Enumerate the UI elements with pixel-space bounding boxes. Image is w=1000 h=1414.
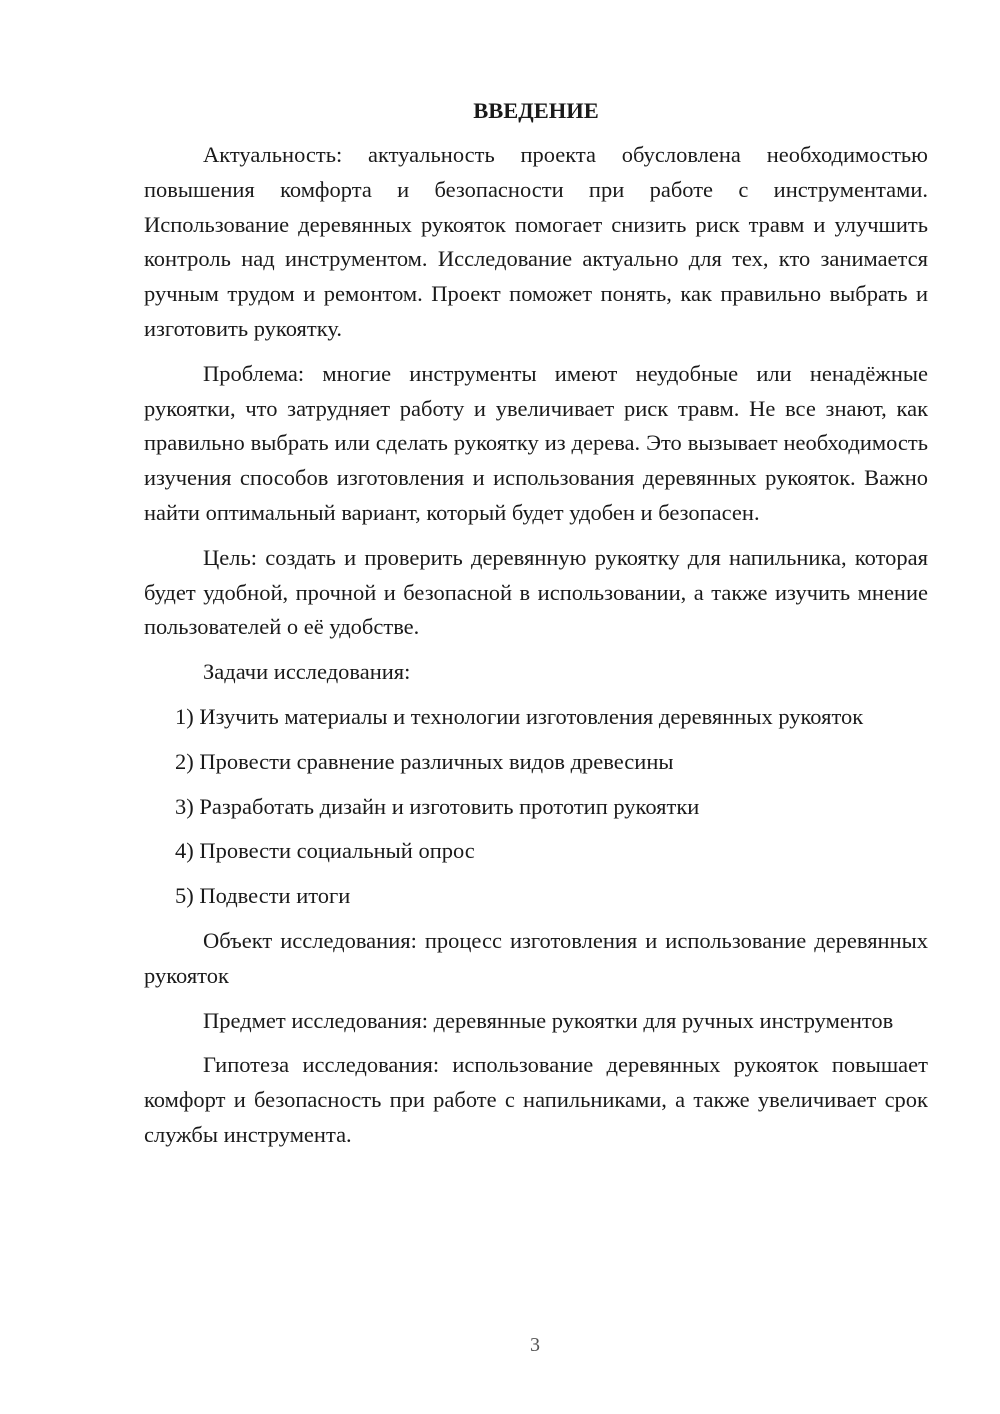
task-item: 5) Подвести итоги xyxy=(175,883,351,909)
page-number: 3 xyxy=(530,1334,540,1356)
page-title: ВВЕДЕНИЕ xyxy=(473,98,599,123)
problem-paragraph: Проблема: многие инструменты имеют неудобные или ненадёжные рукоятки, что затрудняет работу и увеличивает риск травм. Не все знают, как правильно выбрать или сделать рукоятку из дерева. Это вызывает необходимость изучения способов изготовления и использования деревянных рукояток. Важно найти оптимальный вариант, который будет удобен и безопасен. xyxy=(144,360,928,525)
task-item: 4) Провести социальный опрос xyxy=(175,838,475,864)
task-item: 2) Провести сравнение различных видов древесины xyxy=(175,748,674,774)
subject-paragraph: Предмет исследования: деревянные рукоятки для ручных инструментов xyxy=(203,1007,894,1033)
task-item: 1) Изучить материалы и технологии изготовления деревянных рукояток xyxy=(175,703,864,729)
object-paragraph: Объект исследования: процесс изготовления и использование деревянных рукояток xyxy=(144,927,928,988)
page-content xyxy=(144,94,928,1163)
relevance-paragraph: Актуальность: актуальность проекта обусловлена необходимостью повышения комфорта и безопасности при работе с инструментами. Использование деревянных рукояток помогает снизить риск травм и улучшить контроль над инструментом. Исследование актуально для тех, кто занимается ручным трудом и ремонтом. Проект поможет понять, как правильно выбрать и изготовить рукоятку. xyxy=(144,142,928,341)
tasks-list xyxy=(144,700,928,914)
task-item: 3) Разработать дизайн и изготовить прототип рукоятки xyxy=(175,793,700,819)
hypothesis-paragraph: Гипотеза исследования: использование деревянных рукояток повышает комфорт и безопасность при работе с напильниками, а также увеличивает срок службы инструмента. xyxy=(144,1052,928,1147)
tasks-title: Задачи исследования: xyxy=(203,659,411,685)
goal-paragraph: Цель: создать и проверить деревянную рукоятку для напильника, которая будет удобной, прочной и безопасной в использовании, а также изучить мнение пользователей о её удобстве. xyxy=(144,544,928,640)
